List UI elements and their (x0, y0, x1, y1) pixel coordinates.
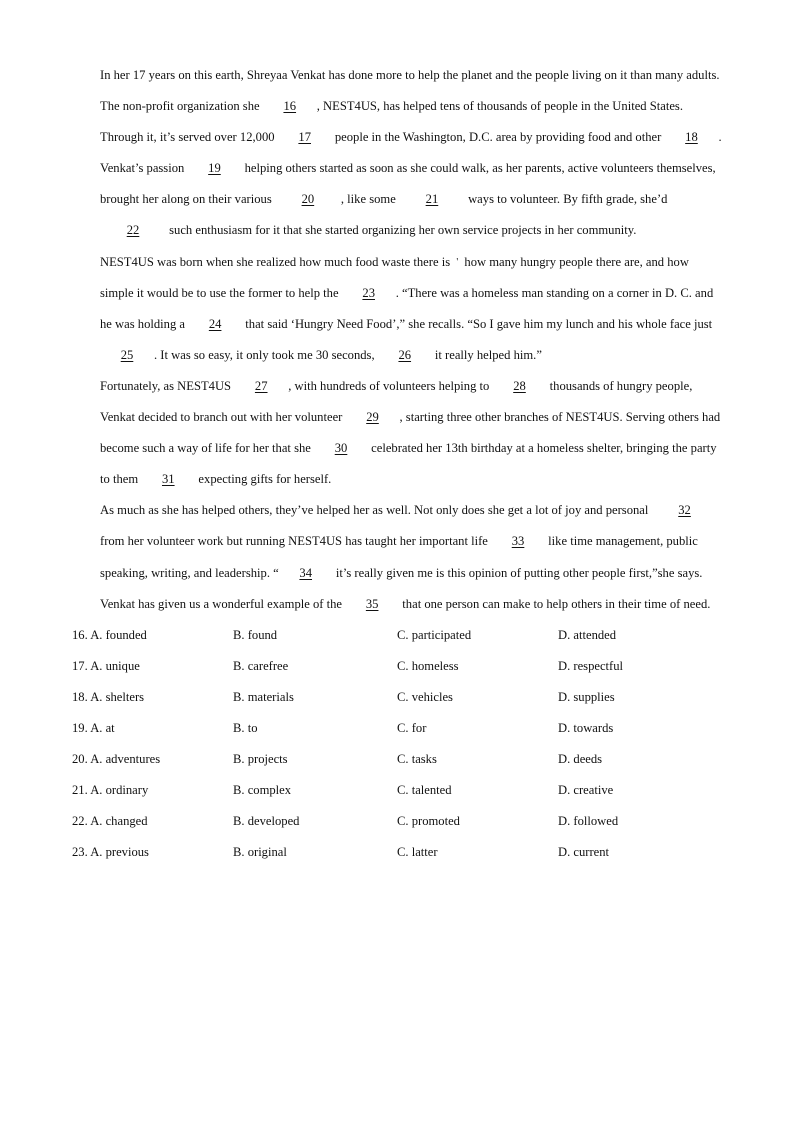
blank-29: 29 (366, 410, 379, 425)
passage-paragraph (72, 495, 724, 619)
blank-27: 27 (254, 378, 268, 393)
option-a: 23. A. previous (72, 845, 149, 860)
blank-17: 17 (298, 130, 311, 145)
option-d: D. attended (558, 627, 617, 642)
option-a: 17. A. unique (72, 658, 140, 673)
passage-text: how many hungry people there are, and how simple it would be to use the former to help the (100, 254, 689, 300)
blank-21: 21 (425, 192, 439, 207)
option-b: B. materials (233, 689, 294, 704)
blank-31: 31 (161, 472, 175, 487)
option-b: B. original (233, 845, 287, 860)
passage-text: from her volunteer work but running NEST4US has taught her important life (100, 534, 492, 549)
option-c: C. participated (397, 627, 472, 642)
stray-mark: ' (456, 256, 459, 268)
option-row (72, 713, 724, 744)
passage-text: expecting gifts for herself. (195, 472, 332, 487)
passage-text: ways to volunteer. By fifth grade, she’d (464, 192, 668, 207)
option-a: 21. A. ordinary (72, 783, 149, 798)
option-a: 18. A. shelters (72, 689, 145, 704)
option-d: D. current (558, 845, 610, 860)
option-d: D. supplies (558, 689, 615, 704)
option-a: 20. A. adventures (72, 752, 161, 767)
option-b: B. projects (233, 752, 288, 767)
option-c: C. vehicles (397, 689, 453, 704)
answer-options (72, 620, 724, 869)
passage-text: Venkat’s passion (100, 161, 188, 176)
option-row (72, 682, 724, 713)
passage-text: . “There was a homeless man standing on a corner in D. C. and he was holding a (100, 285, 714, 331)
passage-text: , starting three other branches of NEST4US. Serving others had become such a way of life for her that she (100, 410, 721, 456)
blank-30: 30 (334, 441, 348, 456)
blank-35: 35 (365, 596, 379, 611)
passage-paragraph (72, 371, 724, 495)
blank-22: 22 (126, 223, 140, 238)
option-row (72, 806, 724, 837)
option-row (72, 620, 724, 651)
passage-text: it’s really given me is this opinion of putting other people first,”she says. Venkat has given us a wonderful example of the (100, 565, 703, 611)
blank-24: 24 (208, 316, 222, 331)
passage-paragraph (72, 153, 724, 246)
passage-text: In her 17 years on this earth, Shreyaa Venkat has done more to help the planet and the people living on it than many adults. The non-profit organization she (100, 68, 720, 114)
option-d: D. towards (558, 720, 614, 735)
blank-19: 19 (208, 161, 221, 176)
option-b: B. found (233, 627, 278, 642)
option-row (72, 744, 724, 775)
passage-text: people in the Washington, D.C. area by providing food and other (331, 130, 665, 145)
option-c: C. homeless (397, 658, 459, 673)
blank-25: 25 (120, 347, 134, 362)
option-b: B. developed (233, 814, 300, 829)
blank-34: 34 (299, 565, 313, 580)
passage-text: , with hundreds of volunteers helping to (288, 378, 493, 393)
option-a: 16. A. founded (72, 627, 147, 642)
blank-28: 28 (513, 378, 526, 393)
blank-16: 16 (283, 99, 297, 114)
option-c: C. talented (397, 783, 452, 798)
option-b: B. carefree (233, 658, 289, 673)
option-c: C. tasks (397, 752, 437, 767)
blank-33: 33 (511, 534, 525, 549)
passage-paragraph (72, 247, 724, 371)
blank-32: 32 (678, 503, 691, 518)
passage-text: Fortunately, as NEST4US (100, 378, 235, 393)
blank-23: 23 (362, 285, 375, 300)
passage-text: such enthusiasm for it that she started organizing her own service projects in her community. (166, 223, 637, 238)
passage-text: like time management, public speaking, writing, and leadership. “ (100, 534, 698, 580)
option-a: 22. A. changed (72, 814, 148, 829)
option-row (72, 651, 724, 682)
passage-text: it really helped him.” (431, 347, 542, 362)
passage-text: that one person can make to help others in their time of need. (399, 596, 711, 611)
option-d: D. creative (558, 783, 614, 798)
option-row (72, 775, 724, 806)
option-b: B. to (233, 720, 258, 735)
exam-page (72, 60, 724, 868)
option-row (72, 837, 724, 868)
passage-text: thousands of hungry people, Venkat decided to branch out with her volunteer (100, 378, 693, 425)
passage-paragraph (72, 60, 724, 153)
option-d: D. followed (558, 814, 619, 829)
passage-text: celebrated her 13th birthday at a homeless shelter, bringing the party to them (100, 441, 717, 487)
passage-text: , like some (340, 192, 399, 207)
blank-18: 18 (685, 130, 698, 145)
option-c: C. promoted (397, 814, 460, 829)
option-c: C. for (397, 720, 427, 735)
blank-26: 26 (398, 347, 412, 362)
cloze-passage (72, 60, 724, 620)
option-a: 19. A. at (72, 720, 115, 735)
option-d: D. deeds (558, 752, 603, 767)
option-b: B. complex (233, 783, 292, 798)
passage-text: helping others started as soon as she could walk, as her parents, active volunteers themselves, brought her along on their various (100, 161, 716, 207)
passage-text: NEST4US was born when she realized how much food waste there is (100, 254, 454, 269)
option-c: C. latter (397, 845, 438, 860)
passage-text: that said ‘Hungry Need Food’,” she recalls. “So I gave him my lunch and his whole face just (242, 316, 713, 331)
passage-text: As much as she has helped others, they’ve helped her as well. Not only does she get a lot of joy and personal (100, 503, 652, 518)
passage-text: . It was so easy, it only took me 30 seconds, (154, 347, 378, 362)
passage-text: , NEST4US, has helped tens of thousands of people in the United States. Through it, it’s served over 12,000 (100, 99, 683, 145)
passage-text: . (718, 130, 722, 145)
option-d: D. respectful (558, 658, 624, 673)
blank-20: 20 (301, 192, 315, 207)
